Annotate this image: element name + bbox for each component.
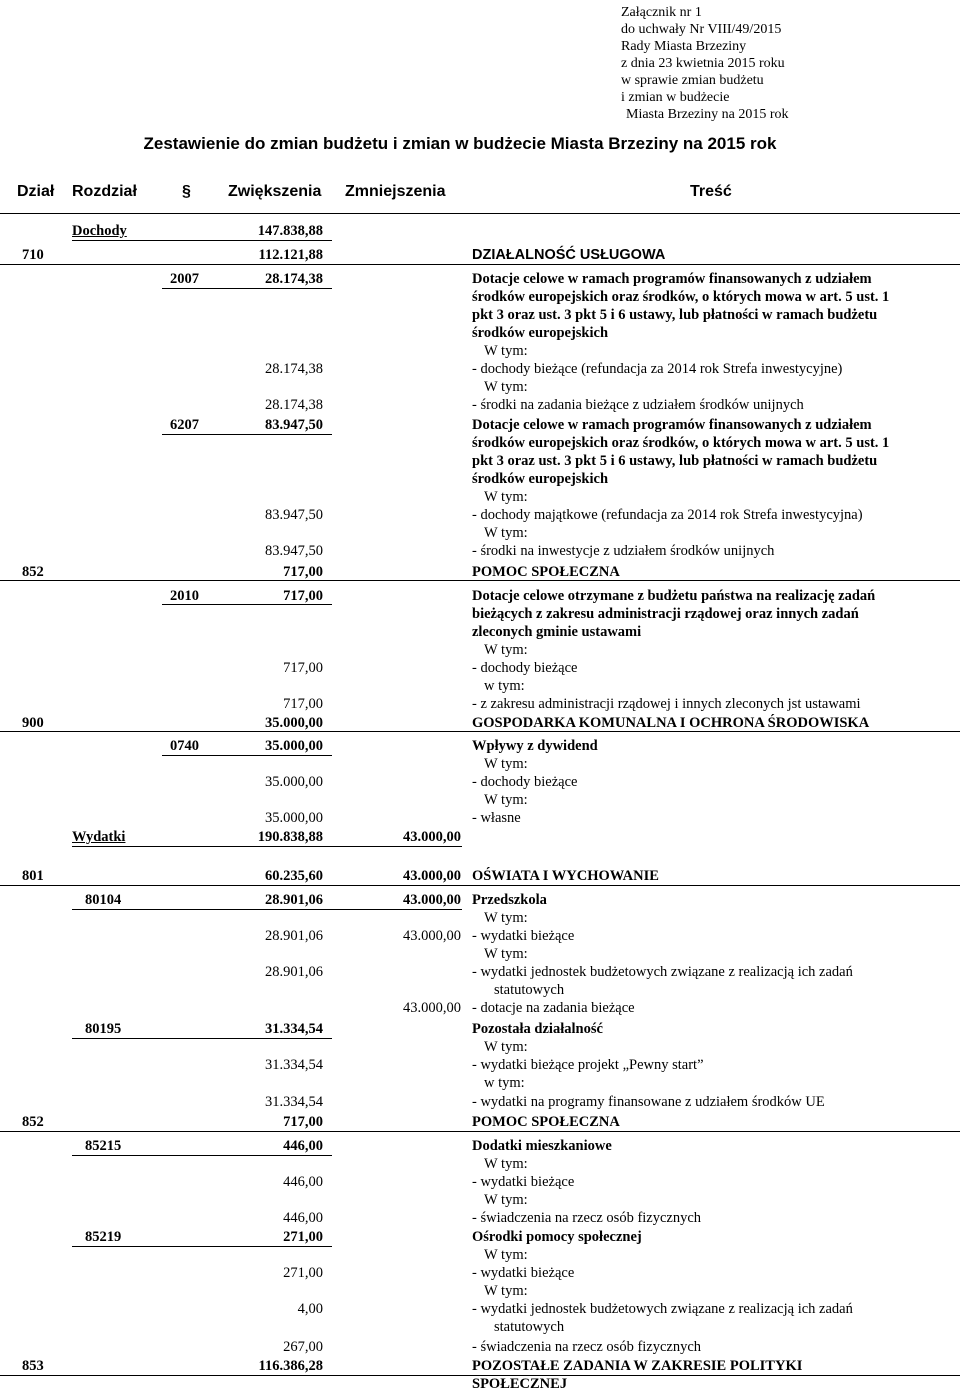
- header-zmniejszenia: Zmniejszenia: [345, 183, 446, 200]
- zwiekszenia-value: 717,00: [283, 660, 323, 676]
- tresc-text: pkt 3 oraz ust. 3 pkt 5 i 6 ustawy, lub płatności w ramach budżetu: [472, 453, 878, 469]
- tresc-text: - dochody bieżące: [472, 774, 578, 790]
- paragraf-cell: 2010: [170, 588, 199, 604]
- row-divider: [162, 604, 332, 605]
- paragraf-cell: 2007: [170, 271, 199, 287]
- annex-line: i zmian w budżecie: [621, 90, 730, 105]
- tresc-text: - dochody majątkowe (refundacja za 2014 rok Strefa inwestycyjna): [472, 507, 863, 523]
- tresc-text: - świadczenia na rzecz osób fizycznych: [472, 1210, 702, 1226]
- tresc-text: - własne: [472, 810, 521, 826]
- zwiekszenia-value: 190.838,88: [257, 829, 323, 845]
- zwiekszenia-value: 83.947,50: [265, 507, 323, 523]
- zmniejszenia-value: 43.000,00: [403, 892, 461, 908]
- header-rule: [0, 213, 960, 214]
- tresc-text: DZIAŁALNOŚĆ USŁUGOWA: [472, 247, 666, 263]
- row-divider: [72, 909, 462, 910]
- tresc-text: W tym:: [484, 1192, 528, 1208]
- rozdzial-cell: 80195: [85, 1021, 122, 1037]
- zwiekszenia-value: 4,00: [297, 1301, 323, 1317]
- header-dzial: Dział: [17, 183, 55, 200]
- tresc-text: W tym:: [484, 379, 528, 395]
- tresc-text: - wydatki jednostek budżetowych związane z realizacją ich zadań: [472, 964, 853, 980]
- zwiekszenia-value: 35.000,00: [265, 738, 323, 754]
- annex-line: Rady Miasta Brzeziny: [621, 39, 747, 54]
- tresc-text: W tym:: [484, 792, 528, 808]
- zwiekszenia-value: 267,00: [283, 1339, 323, 1355]
- zwiekszenia-value: 31.334,54: [265, 1021, 323, 1037]
- tresc-text: - wydatki jednostek budżetowych związane z realizacją ich zadań: [472, 1301, 853, 1317]
- zmniejszenia-value: 43.000,00: [403, 928, 461, 944]
- annex-line: w sprawie zmian budżetu: [621, 73, 764, 88]
- tresc-text: - dochody bieżące (refundacja za 2014 rok Strefa inwestycyjne): [472, 361, 843, 377]
- tresc-text: Pozostała działalność: [472, 1021, 603, 1037]
- row-divider: [0, 885, 960, 886]
- annex-line: Załącznik nr 1: [621, 5, 702, 20]
- row-divider: [72, 1246, 332, 1247]
- tresc-text: Przedszkola: [472, 892, 547, 908]
- row-divider: [0, 1131, 960, 1132]
- tresc-text: W tym:: [484, 1247, 528, 1263]
- zwiekszenia-value: 446,00: [283, 1210, 323, 1226]
- tresc-text: zleconych gminie ustawami: [472, 624, 642, 640]
- tresc-text: W tym:: [484, 343, 528, 359]
- row-divider: [162, 288, 332, 289]
- tresc-text: - dochody bieżące: [472, 660, 578, 676]
- tresc-text: POMOC SPOŁECZNA: [472, 564, 620, 580]
- tresc-text: W tym:: [484, 756, 528, 772]
- row-divider: [162, 755, 332, 756]
- zwiekszenia-value: 717,00: [283, 696, 323, 712]
- tresc-text: W tym:: [484, 910, 528, 926]
- paragraf-cell: 0740: [170, 738, 199, 754]
- tresc-text: bieżących z zakresu administracji rządowej oraz innych zadań: [472, 606, 859, 622]
- tresc-text: Dotacje celowe w ramach programów finansowanych z udziałem: [472, 271, 872, 287]
- zwiekszenia-value: 83.947,50: [265, 417, 323, 433]
- zwiekszenia-value: 271,00: [283, 1265, 323, 1281]
- zwiekszenia-value: 31.334,54: [265, 1094, 323, 1110]
- tresc-text: w tym:: [484, 678, 525, 694]
- header-zwiekszenia: Zwiększenia: [228, 183, 322, 200]
- tresc-text: SPOŁECZNEJ: [472, 1376, 568, 1392]
- zwiekszenia-value: 35.000,00: [265, 774, 323, 790]
- header-tresc: Treść: [690, 183, 732, 200]
- tresc-text: - dotacje na zadania bieżące: [472, 1000, 635, 1016]
- tresc-text: statutowych: [494, 982, 565, 998]
- tresc-text: - środki na zadania bieżące z udziałem środków unijnych: [472, 397, 804, 413]
- rozdzial-cell: 85219: [85, 1229, 122, 1245]
- tresc-text: statutowych: [494, 1319, 565, 1335]
- row-divider: [72, 1038, 332, 1039]
- dzial-cell: 710: [22, 247, 44, 263]
- dzial-cell: 853: [22, 1358, 44, 1374]
- zmniejszenia-value: 43.000,00: [403, 1000, 461, 1016]
- dzial-cell: 900: [22, 715, 44, 731]
- section-label: Wydatki: [72, 829, 126, 845]
- tresc-text: - wydatki bieżące: [472, 1174, 575, 1190]
- tresc-text: środków europejskich: [472, 471, 609, 487]
- dzial-cell: 852: [22, 564, 44, 580]
- tresc-text: W tym:: [484, 642, 528, 658]
- zwiekszenia-value: 60.235,60: [265, 868, 323, 884]
- annex-line: z dnia 23 kwietnia 2015 roku: [621, 56, 785, 71]
- tresc-text: Wpływy z dywidend: [472, 738, 598, 754]
- zwiekszenia-value: 446,00: [283, 1174, 323, 1190]
- tresc-text: Dotacje celowe otrzymane z budżetu państwa na realizację zadań: [472, 588, 876, 604]
- tresc-text: POMOC SPOŁECZNA: [472, 1114, 620, 1130]
- zwiekszenia-value: 28.901,06: [265, 892, 323, 908]
- zwiekszenia-value: 717,00: [283, 588, 323, 604]
- tresc-text: - środki na inwestycje z udziałem środków unijnych: [472, 543, 775, 559]
- zwiekszenia-value: 28.174,38: [265, 271, 323, 287]
- tresc-text: W tym:: [484, 525, 528, 541]
- tresc-text: środków europejskich oraz środków, o których mowa w art. 5 ust. 1: [472, 289, 890, 305]
- dzial-cell: 852: [22, 1114, 44, 1130]
- zwiekszenia-value: 35.000,00: [265, 715, 323, 731]
- tresc-text: W tym:: [484, 946, 528, 962]
- header-rozdzial: Rozdział: [72, 183, 137, 200]
- row-divider: [0, 580, 960, 581]
- tresc-text: środków europejskich oraz środków, o których mowa w art. 5 ust. 1: [472, 435, 890, 451]
- tresc-text: W tym:: [484, 1156, 528, 1172]
- row-divider: [72, 240, 332, 241]
- zwiekszenia-value: 717,00: [283, 564, 323, 580]
- document-title: Zestawienie do zmian budżetu i zmian w budżecie Miasta Brzeziny na 2015 rok: [143, 134, 777, 153]
- tresc-text: W tym:: [484, 1039, 528, 1055]
- row-divider: [0, 1375, 960, 1376]
- zwiekszenia-value: 28.901,06: [265, 964, 323, 980]
- zwiekszenia-value: 116.386,28: [258, 1358, 323, 1374]
- tresc-text: - z zakresu administracji rządowej i innych zleconych jst ustawami: [472, 696, 861, 712]
- tresc-text: GOSPODARKA KOMUNALNA I OCHRONA ŚRODOWISKA: [472, 715, 870, 731]
- dzial-cell: 801: [22, 868, 44, 884]
- tresc-text: - wydatki bieżące: [472, 1265, 575, 1281]
- zmniejszenia-value: 43.000,00: [403, 829, 461, 845]
- tresc-text: - wydatki na programy finansowane z udziałem środków UE: [472, 1094, 825, 1110]
- section-label: Dochody: [72, 223, 127, 239]
- zwiekszenia-value: 28.174,38: [265, 397, 323, 413]
- zwiekszenia-value: 112.121,88: [258, 247, 323, 263]
- row-divider: [72, 846, 462, 847]
- zwiekszenia-value: 446,00: [283, 1138, 323, 1154]
- tresc-text: Dotacje celowe w ramach programów finansowanych z udziałem: [472, 417, 872, 433]
- tresc-text: środków europejskich: [472, 325, 609, 341]
- tresc-text: w tym:: [484, 1075, 525, 1091]
- tresc-text: W tym:: [484, 1283, 528, 1299]
- row-divider: [72, 1155, 332, 1156]
- annex-line: do uchwały Nr VIII/49/2015: [621, 22, 782, 37]
- tresc-text: Dodatki mieszkaniowe: [472, 1138, 612, 1154]
- tresc-text: W tym:: [484, 489, 528, 505]
- tresc-text: - wydatki bieżące: [472, 928, 575, 944]
- tresc-text: - wydatki bieżące projekt „Pewny start”: [472, 1057, 704, 1073]
- zwiekszenia-value: 147.838,88: [257, 223, 323, 239]
- rozdzial-cell: 85215: [85, 1138, 122, 1154]
- header-paragraf: §: [182, 183, 191, 200]
- zwiekszenia-value: 717,00: [283, 1114, 323, 1130]
- zwiekszenia-value: 28.901,06: [265, 928, 323, 944]
- paragraf-cell: 6207: [170, 417, 199, 433]
- zwiekszenia-value: 271,00: [283, 1229, 323, 1245]
- tresc-text: OŚWIATA I WYCHOWANIE: [472, 868, 659, 884]
- rozdzial-cell: 80104: [85, 892, 122, 908]
- annex-line: Miasta Brzeziny na 2015 rok: [626, 107, 789, 122]
- row-divider: [0, 731, 960, 732]
- tresc-text: - świadczenia na rzecz osób fizycznych: [472, 1339, 702, 1355]
- zwiekszenia-value: 28.174,38: [265, 361, 323, 377]
- zwiekszenia-value: 35.000,00: [265, 810, 323, 826]
- zwiekszenia-value: 83.947,50: [265, 543, 323, 559]
- tresc-text: POZOSTAŁE ZADANIA W ZAKRESIE POLITYKI: [472, 1358, 803, 1374]
- tresc-text: Ośrodki pomocy społecznej: [472, 1229, 642, 1245]
- zmniejszenia-value: 43.000,00: [403, 868, 461, 884]
- row-divider: [0, 264, 960, 265]
- zwiekszenia-value: 31.334,54: [265, 1057, 323, 1073]
- row-divider: [162, 434, 332, 435]
- tresc-text: pkt 3 oraz ust. 3 pkt 5 i 6 ustawy, lub płatności w ramach budżetu: [472, 307, 878, 323]
